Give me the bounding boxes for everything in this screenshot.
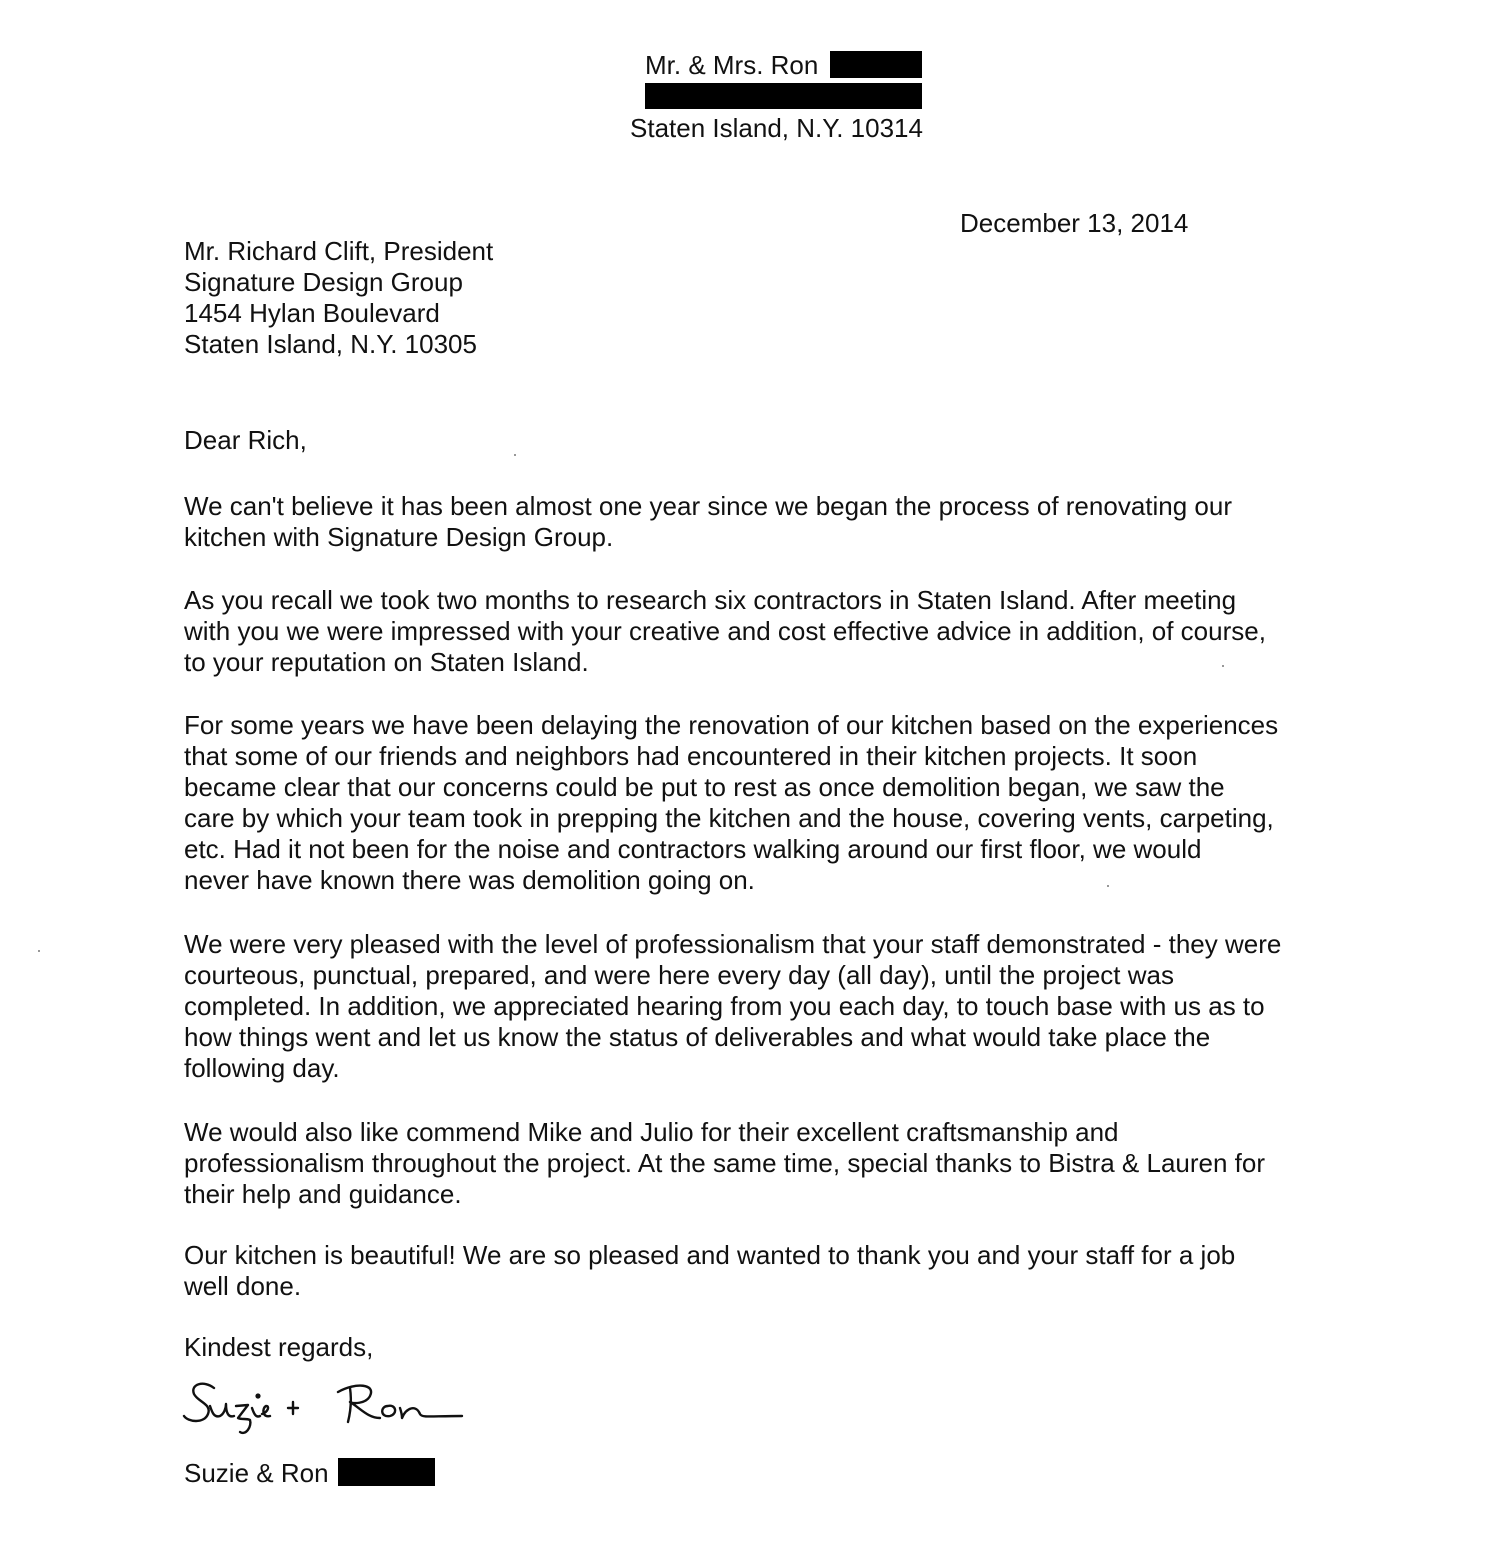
handwritten-signature [180, 1374, 480, 1444]
closing: Kindest regards, [184, 1332, 374, 1362]
paragraph-line: care by which your team took in prepping the kitchen and the house, covering vents, carpeting, [184, 803, 1274, 833]
redaction-bar [830, 51, 922, 78]
signature-name: Suzie & Ron [184, 1458, 329, 1488]
scan-speck [1107, 885, 1109, 887]
letter-date: December 13, 2014 [960, 208, 1189, 238]
paragraph-6 [184, 1240, 1235, 1302]
paragraph-2 [184, 585, 1266, 678]
paragraph-line: Our kitchen is beautiful! We are so pleased and wanted to thank you and your staff for a job [184, 1240, 1236, 1270]
paragraph-line: well done. [184, 1271, 302, 1301]
paragraph-line: with you we were impressed with your creative and cost effective advice in addition, of course, [184, 616, 1266, 646]
scan-speck [514, 454, 516, 456]
sender-city-line: Staten Island, N.Y. 10314 [630, 113, 923, 143]
redaction-bar [338, 1458, 435, 1486]
paragraph-line: As you recall we took two months to research six contractors in Staten Island. After meeting [184, 585, 1237, 615]
paragraph-line: courteous, punctual, prepared, and were here every day (all day), until the project was [184, 960, 1174, 990]
paragraph-line: We were very pleased with the level of professionalism that your staff demonstrated - they were [184, 929, 1282, 959]
redaction-bar [645, 83, 922, 109]
recipient-line: Signature Design Group [184, 267, 463, 297]
recipient-line: Mr. Richard Clift, President [184, 236, 494, 266]
paragraph-line: kitchen with Signature Design Group. [184, 522, 614, 552]
paragraph-line: that some of our friends and neighbors had encountered in their kitchen projects. It soon [184, 741, 1198, 771]
recipient-address [184, 236, 493, 360]
paragraph-line: etc. Had it not been for the noise and contractors walking around our first floor, we would [184, 834, 1202, 864]
paragraph-line: We would also like commend Mike and Julio for their excellent craftsmanship and [184, 1117, 1119, 1147]
paragraph-line: For some years we have been delaying the renovation of our kitchen based on the experiences [184, 710, 1279, 740]
paragraph-5 [184, 1117, 1265, 1210]
paragraph-line: We can't believe it has been almost one year since we began the process of renovating our [184, 491, 1232, 521]
scan-speck [38, 950, 40, 952]
salutation: Dear Rich, [184, 425, 307, 455]
paragraph-4 [184, 929, 1281, 1084]
paragraph-line: to your reputation on Staten Island. [184, 647, 589, 677]
sender-name-line [645, 50, 922, 81]
paragraph-3 [184, 710, 1278, 896]
recipient-line: 1454 Hylan Boulevard [184, 298, 440, 328]
paragraph-1 [184, 491, 1232, 553]
signature-name-line [184, 1458, 435, 1489]
paragraph-line: how things went and let us know the status of deliverables and what would take place the [184, 1022, 1211, 1052]
scan-speck [1222, 665, 1224, 667]
paragraph-line: never have known there was demolition going on. [184, 865, 755, 895]
recipient-line: Staten Island, N.Y. 10305 [184, 329, 477, 359]
paragraph-line: their help and guidance. [184, 1179, 462, 1209]
paragraph-line: following day. [184, 1053, 340, 1083]
paragraph-line: completed. In addition, we appreciated hearing from you each day, to touch base with us as to [184, 991, 1265, 1021]
sender-name: Mr. & Mrs. Ron [645, 50, 819, 80]
paragraph-line: professionalism throughout the project. At the same time, special thanks to Bistra & Lauren for [184, 1148, 1266, 1178]
paragraph-line: became clear that our concerns could be put to rest as once demolition began, we saw the [184, 772, 1225, 802]
